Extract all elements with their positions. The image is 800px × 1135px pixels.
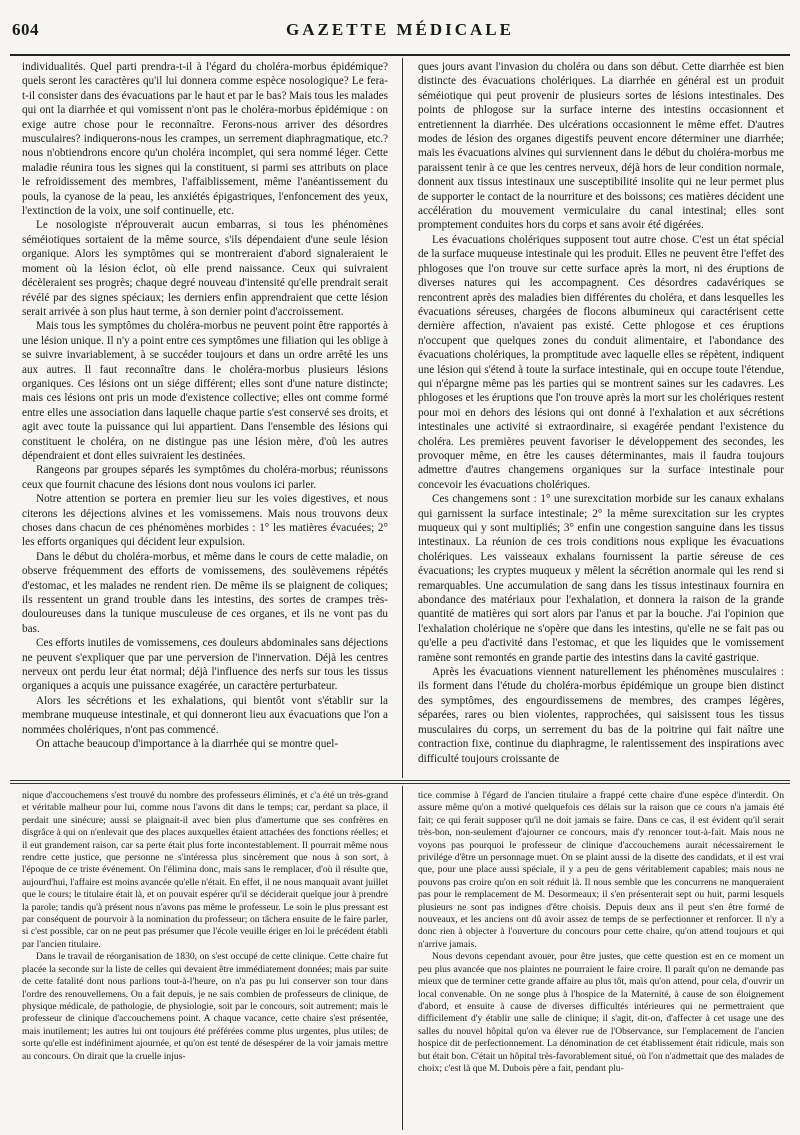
paragraph: Alors les sécrétions et les exhalations, qui bientôt vont s'établir sur la membrane muqueuse intestinale, et qui donneront lieu aux évacuations que l'on a nommées cholériques, n'ont pas commencé. <box>22 694 388 736</box>
header-rule <box>10 54 790 56</box>
article-column-right <box>418 60 784 776</box>
paragraph: tice commise à l'égard de l'ancien titulaire a frappé cette chaire d'une espèce d'interdit. On assure même qu'on a motivé quelquefois ces délais sur la raison que ce cours n'a jamais été fait; ce qui ferait supposer qu'il ne doit jamais se faire. Dans ce cas, il est évident qu'il serait très-bon, non-seulement d'ajourner ce concours, mais d'y renoncer tout-à-fait. Mais nous ne voyons pas pourquoi le professeur de clinique d'accouchemens aurait nécessairement le privilége d'être un personnage muet. On se plaint aussi de la disette des candidats, et il est vrai que, pour une place aussi spéciale, il y a peu de gens véritablement capables; mais nous ne pouvons pas croire qu'on en soit réduit là. Il nous semble que les concurrens ne manqueraient pas pour le remplacement de M. Desormeaux; il s'en présenterait sept ou huit, parmi lesquels plusieurs ne sont pas indignes d'être choisis. Depuis deux ans il peut s'en être formé de nouveaux, et les anciens ont dû avoir assez de temps de se perfectionner et renforcer. Il n'y a donc rien à objecter à l'ouverture du concours pour cette chaire, qu'on attend toujours et qui n'arrive jamais. <box>418 790 784 950</box>
paragraph: Mais tous les symptômes du choléra-morbus ne peuvent point être rapportés à une lésion unique. Il n'y a point entre ces symptômes une filiation qui les oblige à se suivre invariablement, à se succéder toujours et dans un ordre arrêté les uns aux autres. Il faut reconnaître dans le choléra-morbus plusieurs lésions organiques. Ces lésions ont un siége différent; elles sont d'une nature distincte; mais ces lésions ont pris un mode d'existence collective; elles ont comme formé entre elles une association dans laquelle chaque partie s'est conservé ses droits, et agit avec toute la puissance qui lui appartient. Dans l'ensemble des lésions qui constituent le choléra, on ne distingue pas une lésion mère, d'où les autres dépendraient et dont elles suivraient les destinées. <box>22 320 388 462</box>
journal-title: GAZETTE MÉDICALE <box>286 20 514 39</box>
column-divider <box>402 786 403 1130</box>
section-divider <box>10 780 790 781</box>
page-number: 604 <box>12 20 39 39</box>
paragraph: Rangeons par groupes séparés les symptômes du choléra-morbus; réunissons ceux que fournit chacune des lésions dont nous voulons ici parler. <box>22 464 388 491</box>
feuilleton-column-right <box>418 790 784 1128</box>
paragraph: On attache beaucoup d'importance à la diarrhée qui se montre quel- <box>36 738 339 751</box>
page-header <box>10 18 790 48</box>
paragraph: individualités. Quel parti prendra-t-il à l'égard du choléra-morbus épidémique? quels seront les caractères qu'il lui donnera comme espèce nosologique? Le fera-t-il consister dans des évacuations par le haut et par le bas? Mais tous les malades qui ont la diarrhée et qui vomissent n'ont pas le choléra-morbus épidémique : on exige autre chose pour le reconnaître. Ferons-nous arriver des désordres musculaires? indiquerons-nous les crampes, un serrement diaphragmatique, etc.? nous n'obtiendrons encore qu'un choléra incomplet, qui sera nommé léger. Cette maladie réunira tous les signes qui la constituent, si parmi ses attributs on place le refroidissement des membres, l'affaiblissement, même l'anéantissement du pouls, la cyanose de la peau, les anxiétés épigastriques, l'enfoncement des yeux, l'extinction de la voix, une soif continuelle, etc. <box>22 61 388 218</box>
paragraph: Notre attention se portera en premier lieu sur les voies digestives, et nous citerons les déjections alvines et les vomissemens. Mais nous trouvons deux choses dans chacun de ces phénomènes morbides : 1° les matières évacuées; 2° les efforts organiques qui décident leur expulsion. <box>22 493 388 549</box>
paragraph: Dans le travail de réorganisation de 1830, on s'est occupé de cette clinique. Cette chaire fut placée la seconde sur la liste de celles qui devaient être immédiatement données; mais par suite de cette fatalité dont nous parlions tout-à-l'heure, on n'a pas pu lui conserver son tour dans l'ordre des renouvellemens. On a fait depuis, je ne sais combien de professeurs de clinique, de physique médicale, de pathologie, de physiologie, soit par le concours, soit autrement; mais le professeur de clinique d'accouchemens point. A chaque vacance, cette chaire s'est présentée, mais inutilement; les autres lui ont toujours été préférées comme plus urgentes, plus utiles; de sorte qu'elle est indéfiniment ajournée, et qu'on est tenté de désespérer de la voir jamais mettre au concours. On dirait que la cruelle injus- <box>22 951 388 1062</box>
section-divider <box>10 783 790 784</box>
feuilleton-column-left <box>22 790 388 1128</box>
paragraph: ques jours avant l'invasion du choléra ou dans son début. Cette diarrhée est bien distincte des évacuations cholériques. La diarrhée en général est un produit séméiotique qui peut provenir de plusieurs sortes de lésions intestinales. Des points de phlogose sur la surface interne des intestins occasionnent et entretiennent la diarrhée. Des ulcérations occasionnent le même effet. D'autres modes de lésion des organes digestifs peuvent encore déterminer une diarrhée; mais les évacuations alvines qui surviennent dans le début du choléra-morbus me paraissent tenir à ce que les centres nerveux, déjà hors de leur condition normale, donnent aux tissus intestinaux une susceptibilité insolite qui ne leur permet plus de supporter le contact de la nourriture et des boissons; ces matières décident une accélération du mouvement vermiculaire du canal intestinal; elles sont promptement conduites hors du corps et sans avoir été digérées. <box>418 61 784 232</box>
paragraph: Dans le début du choléra-morbus, et même dans le cours de cette maladie, on observe fréquemment des efforts de vomissemens, des soulèvemens répétés d'estomac, et les malades ne rendent rien. De même ils se plaignent de coliques; ils ressentent un grand trouble dans les intestins, des sortes de crampes très-douloureuses dans la tunique musculeuse de ces organes, et ils ne vont pas du bas. <box>22 550 388 635</box>
paragraph: Ces efforts inutiles de vomissemens, ces douleurs abdominales sans déjections ne peuvent s'expliquer que par une perversion de l'innervation. Déjà les centres nerveux ont perdu leur état normal; déjà l'influence des nerfs sur tous les tissus organiques a acquis une puissance exagérée, un caractère perturbateur. <box>22 637 388 693</box>
paragraph: nique d'accouchemens s'est trouvé du nombre des professeurs éliminés, et c'a été un très-grand et véritable malheur pour lui, comme nous l'avons dit dans le temps; car, perdant sa place, il perdait une sinécure; aussi se plaignait-il avec bien plus d'amertume que ses confrères en disgrâce à qui on n'enlevait que des places auxquelles étaient attachées des fonctions réelles; et il eut grandement raison, car sa perte était plus forte incontestablement. Il pourrait même nous rendre cette justice, que personne ne s'intéressa plus sincèrement que nous à son sort, à l'époque de ce triste événement. On l'élimina donc, mais sans le remplacer, d'où il résulte que, aujourd'hui, l'affaire est moins avancée qu'elle n'était. En effet, il ne nous manquait avant juillet que le cours; le titulaire était là, et on pouvait espérer qu'il se déciderait quelque jour à prendre la parole; tandis qu'à présent nous n'avons pas même le professeur. Le soin le plus pressant est par conséquent de pourvoir à la nomination du professeur; on tâchera ensuite de le faire parler, si c'est possible, car on ne peut pas présumer que l'école veuille ériger en loi le précédent établi par l'ancien titulaire. <box>22 790 388 950</box>
article-column-left <box>22 60 388 776</box>
paragraph: Le nosologiste n'éprouverait aucun embarras, si tous les phénomènes séméiotiques sortaient de la même source, s'ils dépendaient d'une seule lésion organique. Alors les symptômes qui se montreraient d'abord signaleraient le moment où la lésion éclot, où elle prend naissance. Ceux qui suivraient décèleraient ses progrès; chaque degré nouveau d'intensité qu'elle prendrait serait révélé par des signes spéciaux; les derniers enfin apprendraient que cette lésion serait arrivée à son plus haut terme, à son dernier point d'accroissement. <box>22 219 388 318</box>
paragraph: Après les évacuations viennent naturellement les phénomènes musculaires : ils forment dans l'étude du choléra-morbus épidémique un groupe bien distinct des symptômes, des engourdissemens de membres, des crampes légères, séparées, rares ou bien violentes, rapprochées, qui saisissent tous les tissus musculaires du corps, un serrement du bas de la poitrine qui fait naître une contraction fixe, continue du diaphragme, le ralentissement des inspirations avec difficulté toujours croissante de <box>418 666 784 765</box>
paragraph: Ces changemens sont : 1° une surexcitation morbide sur les canaux exhalans qui garnissent la surface intestinale; 2° la même surexcitation sur les cryptes muqueux qui y sont multipliés; 3° enfin une congestion sanguine dans les tissus intestinaux. La réunion de ces trois conditions nous explique les évacuations cholériques. Les vaisseaux exhalans fournissent la partie séreuse de ces évacuations; les cryptes muqueux y mêlent la sécrétion anormale qui les rend si remarquables. Une accumulation de sang dans les tissus intestinaux fournira en abondance des matériaux pour l'exhalation, et donnera la raison de la grande quantité de matières qui sort alors par l'anus et par la bouche. J'ai l'opinion que l'exhalation cholérique ne s'opère que dans les intestins, qu'elle ne se fait pas ou qu'elle a peu d'activité dans l'estomac, et que les liquides que le vomissement ramène sont remontés en grande partie des intestins dans la cavité gastrique. <box>418 493 784 664</box>
column-divider <box>402 58 403 778</box>
paragraph: Les évacuations cholériques supposent tout autre chose. C'est un état spécial de la surface muqueuse intestinale qui les produit. Elles ne peuvent être l'effet des phlogoses que l'on trouve sur cette surface après la mort, ni des éruptions de diverses natures qui les accompagnent. Ces désordres cadavériques se rencontrent après des maladies bien différentes du choléra, et dans lesquelles les évacuations séreuses, chargées de flocons albumineux qui caractérisent cette dernière affection, n'avaient pas existé. Cette phlogose et ces éruptions n'occupent que quelques zones du conduit alimentaire, et l'abondance des évacuations cholériques, la promptitude avec laquelle elles se répètent, indiquent une lésion qui s'étend à toute la surface intestinale, qui en occupe toute l'étendue, qui n'épargne même pas les parties qui se montrent saines sur les cadavres. Les phlogoses et les éruptions que l'on trouve après la mort sur les cholériques restent pour moi en dehors des lésions qui ont donné à l'exhalation et aux sécrétions intestinales une activité si extraordinaire, si exagérée pendant l'existence du choléra. Les premières peuvent favoriser le développement des secondes, les provoquer même, en être les causes déterminantes, mais il faudra toujours admettre d'autres changemens organiques sur la surface intestinale pour concevoir les évacuations cholériques. <box>418 233 784 491</box>
paragraph: Nous devons cependant avouer, pour être justes, que cette question est en ce moment un peu plus avancée que nos plaintes ne pourraient le faire croire. Il paraît qu'on ne demande pas mieux que de terminer cette grande affaire au plus tôt, mais qu'on attend, pour cela, d'ouvrir un local convenable. On ne songe plus à l'hospice de la Maternité, à cause de son éloignement d'abord, et ensuite à cause de diverses difficultés intérieures qui ne permettraient que difficilement d'y établir une salle de clinique; il s'agit, dit-on, d'affecter à cet usage une des salles du nouvel hôpital qu'on va élever rue de l'Observance, sur l'emplacement de l'ancien hospice dit de perfectionnement. La dénomination de cet établissement était ridicule, mais son but était bon. C'était un hôpital très-favorablement situé, où l'on n'admettait que des malades de choix; c'est là que M. Dubois père a fait, pendant plu- <box>418 951 784 1074</box>
